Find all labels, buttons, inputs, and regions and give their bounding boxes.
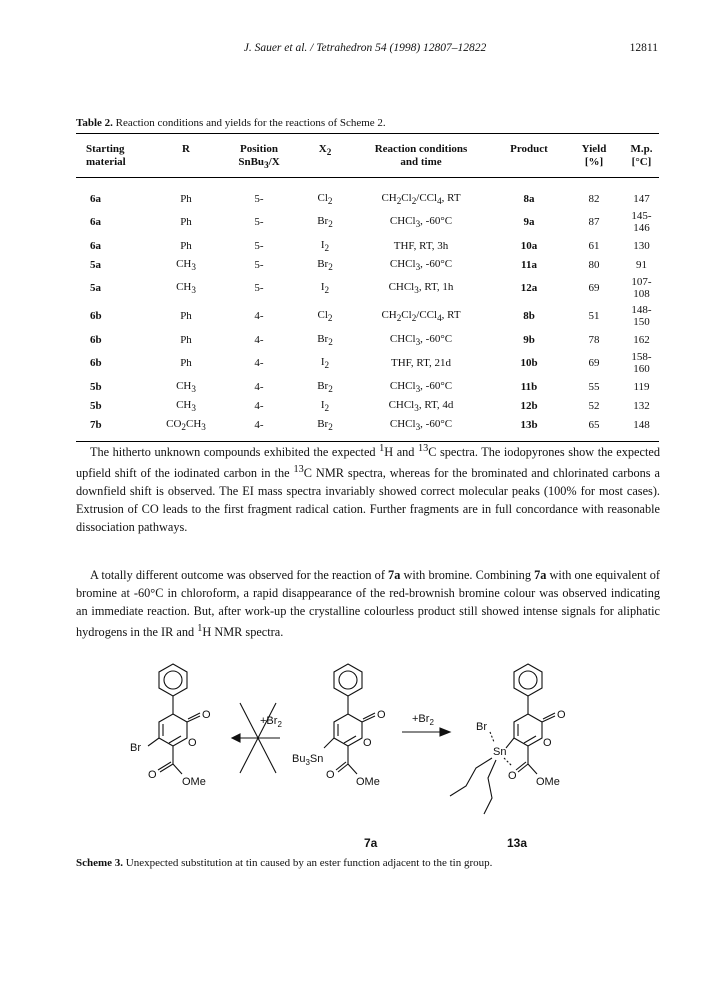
cell-x2: $Br_2$ (317, 417, 333, 432)
cell-mp: 107-108 (631, 276, 652, 301)
cell-conditions: $CH_2Cl_2/CCl_4$, RT (381, 191, 461, 206)
molecule-bromo-pyrone (130, 664, 211, 788)
cell-starting-material: 5a (90, 258, 101, 271)
page-number: 12811 (629, 42, 658, 54)
cell-product: 11b (520, 380, 538, 393)
cell-product: 10b (520, 357, 538, 370)
cell-conditions: CHCl$_3$, -60°C (389, 215, 453, 230)
cell-r: Ph (180, 357, 192, 370)
col-yield (564, 134, 624, 178)
col-position (216, 134, 302, 178)
cell-conditions: CHCl$_3$, RT, 4d (388, 398, 454, 413)
col-mp (624, 134, 659, 178)
header-line: [°C] (631, 156, 652, 168)
cell-mp: 91 (636, 258, 647, 271)
header-line: R (182, 143, 190, 155)
header-line: M.p. (630, 143, 653, 155)
cell-product: 12b (520, 399, 538, 412)
header-line: Starting (86, 143, 125, 155)
cell-position: 5- (254, 192, 264, 205)
cell-mp: 162 (633, 333, 650, 346)
reaction-conditions-table (76, 133, 659, 442)
cell-mp: 119 (633, 380, 650, 393)
header-line: Product (510, 143, 548, 155)
cell-r: $CH_3$ (176, 257, 196, 272)
cell-position: 4- (254, 310, 264, 323)
cell-mp: 148 (633, 418, 650, 431)
cell-position: 5- (254, 282, 264, 295)
cell-x2: $I_2$ (320, 281, 330, 296)
cell-position: 4- (254, 399, 264, 412)
table-row (76, 255, 659, 274)
molecule-7a (292, 664, 386, 788)
cell-position: 4- (254, 418, 264, 431)
paragraph-bromination: A totally different outcome was observed for the reaction of 7a with bromine. Combining 7a with one equivalent of bromine at -60°C in chloroform, a rapid disappearance of the red-brownish bromine colour was observed indicating an immediate reaction. But, after work-up the crystalline colourless product still showed intense signals for aliphatic hydrogens in the IR and $^1$H NMR spectra. (76, 568, 660, 640)
paragraph-spectra: The hitherto unknown compounds exhibited the expected $^1$H and $^{13}$C spectra. The iodopyrones show the expected upfield shift of the iodinated carbon in the $^{13}$C NMR spectra, whereas for the brominated and chlorinated carbons a downfield shift is observed. The EI mass spectra invariably showed correct molecular peaks (100% for most cases). Extrusion of CO leads to the first fragment radical cation. Further fragments are in full concordance with reasonable dissociation pathways. (76, 443, 660, 535)
cell-r: Ph (180, 192, 192, 205)
no-reaction-arrow (232, 703, 282, 773)
atom-ring-o: O (543, 737, 552, 749)
cell-x2: $Br_2$ (317, 332, 333, 347)
table-row (76, 274, 659, 302)
table-row (76, 330, 659, 349)
cell-starting-material: 5b (90, 380, 102, 393)
col-r (156, 134, 216, 178)
atom-ring-o: O (188, 737, 197, 749)
cell-product: 8a (523, 192, 535, 205)
header-line: Reaction conditions (374, 143, 468, 155)
table-row (76, 415, 659, 442)
header-line: Position (240, 143, 278, 155)
cell-x2: $Br_2$ (317, 379, 333, 394)
atom-ring-o: O (363, 737, 372, 749)
cell-product: 8b (523, 310, 535, 323)
cell-position: 4- (254, 357, 264, 370)
cell-starting-material: 6b (90, 357, 102, 370)
atom-ome: OMe (356, 776, 380, 788)
table-caption-label: Table 2. (76, 117, 113, 129)
cell-conditions: CHCl$_3$, -60°C (389, 379, 453, 394)
col-conditions (348, 134, 494, 178)
molecule-13a (450, 664, 566, 814)
scheme-caption-text: Unexpected substitution at tin caused by an ester function adjacent to the tin group. (123, 857, 493, 869)
running-header (72, 42, 658, 58)
cell-r: Ph (180, 239, 192, 252)
table-row (76, 396, 659, 415)
cell-x2: $Br_2$ (317, 257, 333, 272)
atom-ester-o: O (508, 770, 517, 782)
cell-starting-material: 6a (90, 192, 101, 205)
cell-yield: 61 (588, 239, 600, 252)
cell-x2: $I_2$ (320, 356, 330, 371)
table-caption-text: Reaction conditions and yields for the reactions of Scheme 2. (112, 117, 386, 129)
cell-position: 5- (254, 239, 264, 252)
cell-yield: 80 (588, 258, 600, 271)
cell-conditions: CHCl$_3$, -60°C (389, 332, 453, 347)
cell-yield: 55 (588, 380, 600, 393)
table-caption (76, 117, 386, 129)
cell-position: 4- (254, 380, 264, 393)
cell-conditions: CHCl$_3$, -60°C (389, 257, 453, 272)
reagent-br2-crossed: $+Br_2$ (260, 715, 282, 729)
cell-mp: 147 (633, 192, 650, 205)
cell-yield: 52 (588, 399, 600, 412)
table-row (76, 349, 659, 377)
atom-ome: OMe (182, 776, 206, 788)
cell-yield: 69 (588, 357, 600, 370)
table-row (76, 178, 659, 209)
atom-br: Br (130, 742, 141, 754)
cell-conditions: CHCl$_3$, RT, 1h (388, 281, 454, 296)
header-line: material (86, 156, 126, 168)
col-x2: $X_2$ (302, 134, 348, 178)
cell-r: $CH_3$ (176, 281, 196, 296)
atom-bu3sn: $Bu_3Sn$ (292, 753, 324, 767)
atom-ome: OMe (536, 776, 560, 788)
table-row (76, 208, 659, 236)
cell-starting-material: 6b (90, 333, 102, 346)
cell-yield: 78 (588, 333, 600, 346)
cell-yield: 82 (588, 192, 600, 205)
col-starting-material (76, 134, 156, 178)
cell-r: $CH_3$ (176, 379, 196, 394)
table-header-row (76, 134, 659, 178)
scheme-caption (76, 857, 492, 869)
table-body (76, 178, 659, 442)
cell-x2: $Cl_2$ (317, 191, 333, 206)
cell-yield: 65 (588, 418, 600, 431)
atom-ester-o: O (148, 769, 157, 781)
atom-ester-o: O (326, 769, 335, 781)
cell-product: 9a (523, 216, 535, 229)
atom-br: Br (476, 721, 487, 733)
cell-conditions: THF, RT, 3h (393, 239, 449, 252)
cell-r: $CO_2CH_3$ (166, 417, 206, 432)
atom-sn: Sn (493, 746, 507, 758)
atom-carbonyl-o: O (202, 709, 211, 721)
cell-x2: $Br_2$ (317, 215, 333, 230)
cell-r: $CH_3$ (176, 398, 196, 413)
cell-yield: 51 (588, 310, 600, 323)
table-row (76, 377, 659, 396)
cell-conditions: THF, RT, 21d (391, 357, 451, 370)
cell-position: 5- (254, 216, 264, 229)
cell-mp: 130 (633, 239, 650, 252)
cell-conditions: $CH_2Cl_2/CCl_4$, RT (381, 309, 461, 324)
reagent-br2: $+Br_2$ (412, 713, 434, 727)
header-line: Yield (581, 143, 607, 155)
cell-r: Ph (180, 216, 192, 229)
cell-x2: $I_2$ (320, 398, 330, 413)
table-row (76, 302, 659, 330)
atom-carbonyl-o: O (377, 709, 386, 721)
header-line: SnBu$_3$/X (238, 156, 280, 171)
compound-label-13a: 13a (507, 836, 528, 850)
cell-starting-material: 5a (90, 282, 101, 295)
header-line: [%] (584, 156, 604, 168)
cell-product: 9b (523, 333, 535, 346)
cell-r: Ph (180, 333, 192, 346)
cell-x2: $I_2$ (320, 238, 330, 253)
journal-citation: J. Sauer et al. / Tetrahedron 54 (1998) 12807–12822 (243, 42, 487, 54)
header-line: and time (400, 156, 442, 168)
atom-carbonyl-o: O (557, 709, 566, 721)
cell-x2: $Cl_2$ (317, 309, 333, 324)
cell-starting-material: 6a (90, 216, 101, 229)
cell-mp: 158-160 (631, 351, 652, 376)
cell-mp: 132 (633, 399, 650, 412)
scheme-3-structures (120, 658, 620, 833)
cell-yield: 69 (588, 282, 600, 295)
compound-label-7a: 7a (364, 836, 378, 850)
cell-starting-material: 5b (90, 399, 102, 412)
cell-conditions: CHCl$_3$, -60°C (389, 417, 453, 432)
cell-position: 4- (254, 333, 264, 346)
reaction-arrow (402, 713, 450, 736)
cell-product: 11a (521, 258, 537, 271)
scheme-caption-label: Scheme 3. (76, 857, 124, 869)
col-product (494, 134, 564, 178)
cell-yield: 87 (588, 216, 600, 229)
cell-starting-material: 6a (90, 239, 101, 252)
cell-product: 12a (520, 282, 538, 295)
cell-position: 5- (254, 258, 264, 271)
table-row (76, 236, 659, 255)
cell-mp: 145-146 (631, 210, 652, 235)
cell-mp: 148-150 (631, 304, 652, 329)
cell-starting-material: 6b (90, 310, 102, 323)
cell-product: 10a (520, 239, 538, 252)
cell-product: 13b (520, 418, 538, 431)
cell-starting-material: 7b (90, 418, 102, 431)
cell-r: Ph (180, 310, 192, 323)
